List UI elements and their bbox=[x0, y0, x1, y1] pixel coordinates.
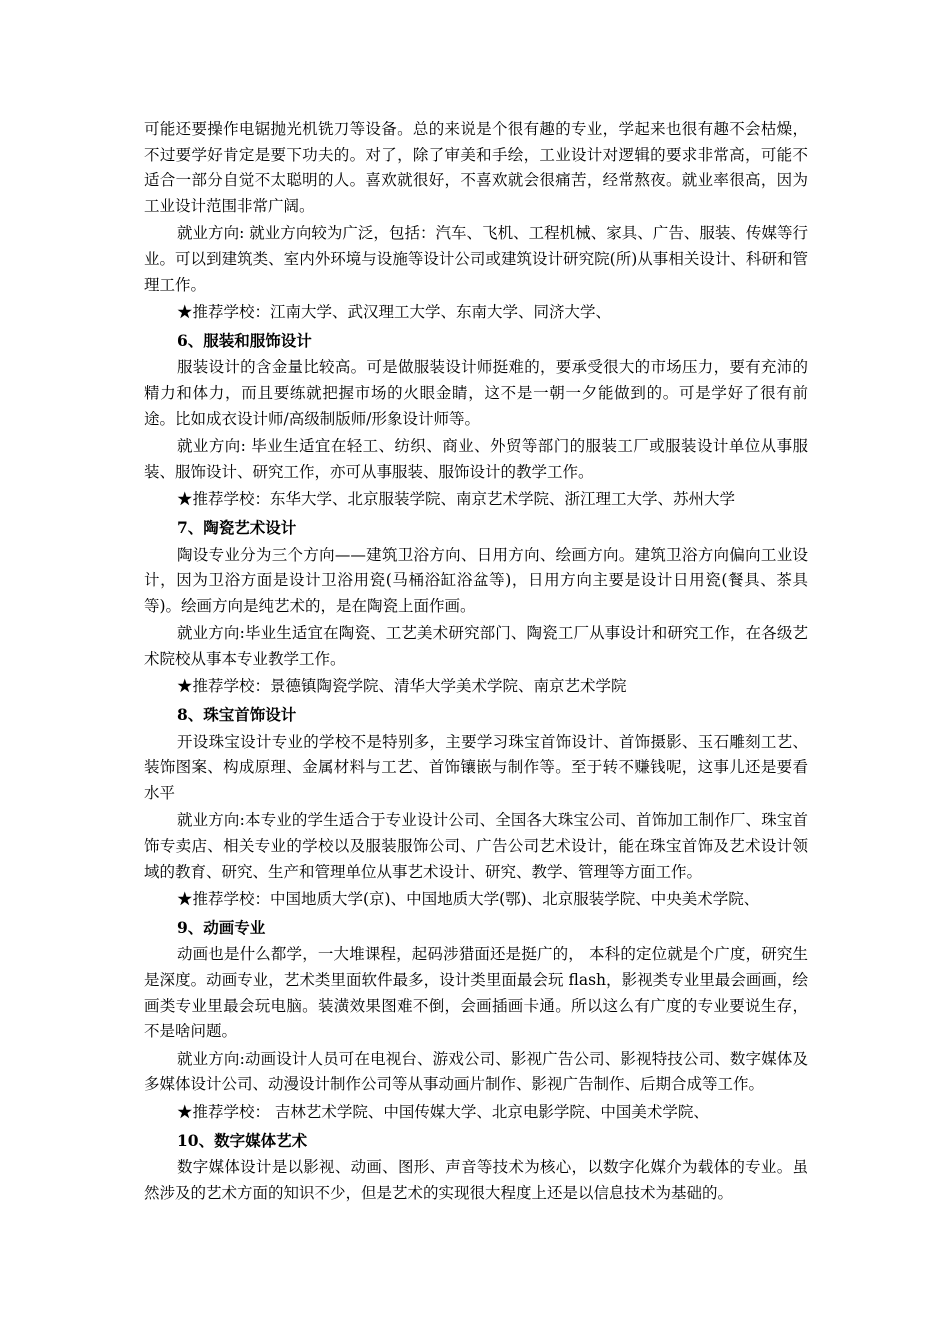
paragraph-ceramic-design-intro: 陶设专业分为三个方向——建筑卫浴方向、日用方向、绘画方向。建筑卫浴方向偏向工业设计，因为卫浴方面是设计卫浴用瓷(马桶浴缸浴盆等)，日用方向主要是设计日用瓷(餐具、茶具等)。绘画方向是纯艺术的，是在陶瓷上面作画。 bbox=[144, 545, 808, 615]
paragraph-industrial-design-intro: 可能还要操作电锯抛光机铣刀等设备。总的来说是个很有趣的专业，学起来也很有趣不会枯燥，不过要学好肯定是要下功夫的。对了，除了审美和手绘，工业设计对逻辑的要求非常高，可能不适合一部分自觉不太聪明的人。喜欢就很好，不喜欢就会很痛苦，经常熬夜。就业率很高，因为工业设计范围非常广阔。 bbox=[144, 120, 808, 215]
document-body bbox=[144, 117, 808, 1208]
paragraph-jewelry-design-intro: 开设珠宝设计专业的学校不是特别多，主要学习珠宝首饰设计、首饰摄影、玉石雕刻工艺、装饰图案、构成原理、金属材料与工艺、首饰镶嵌与制作等。至于转不赚钱呢，这事儿还是要看水平 bbox=[144, 732, 808, 802]
section-heading-digital-media-art: 10、数字媒体艺术 bbox=[177, 1130, 308, 1150]
section-heading-ceramic-design: 7、陶瓷艺术设计 bbox=[177, 517, 297, 537]
section-heading-animation: 9、动画专业 bbox=[177, 917, 266, 937]
paragraph-fashion-design-career: 就业方向: 毕业生适宜在轻工、纺织、商业、外贸等部门的服装工厂或服装设计单位从事服装、服饰设计、研究工作，亦可从事服装、服饰设计的教学工作。 bbox=[144, 437, 808, 481]
paragraph-industrial-design-career: 就业方向: 就业方向较为广泛，包括：汽车、飞机、工程机械、家具、广告、服装、传媒等行业。可以到建筑类、室内外环境与设施等设计公司或建筑设计研究院(所)从事相关设计、科研和管理工作。 bbox=[144, 224, 808, 294]
paragraph-animation-intro: 动画也是什么都学，一大堆课程，起码涉猎面还是挺广的， 本科的定位就是个广度，研究生是深度。动画专业，艺术类里面软件最多，设计类里面最会玩 flash，影视类专业里最会画画，绘画类专业里最会玩电脑。装潢效果图难不倒，会画插画卡通。所以这么有广度的专业要说生存，不是啥问题。 bbox=[144, 945, 808, 1041]
paragraph-jewelry-design-career: 就业方向:本专业的学生适合于专业设计公司、全国各大珠宝公司、首饰加工制作厂、珠宝首饰专卖店、相关专业的学校以及服装服饰公司、广告公司艺术设计，能在珠宝首饰及艺术设计领域的教育、研究、生产和管理单位从事艺术设计、研究、教学、管理等方面工作。 bbox=[144, 811, 808, 881]
section-heading-fashion-design: 6、服装和服饰设计 bbox=[177, 330, 312, 350]
recommended-schools-ceramic-design: ★推荐学校：景德镇陶瓷学院、清华大学美术学院、南京艺术学院 bbox=[177, 677, 627, 696]
recommended-schools-jewelry-design: ★推荐学校：中国地质大学(京)、中国地质大学(鄂)、北京服装学院、中央美术学院、 bbox=[177, 890, 760, 909]
paragraph-digital-media-art-intro: 数字媒体设计是以影视、动画、图形、声音等技术为核心，以数字化媒介为载体的专业。虽然涉及的艺术方面的知识不少，但是艺术的实现很大程度上还是以信息技术为基础的。 bbox=[144, 1158, 808, 1202]
paragraph-animation-career: 就业方向:动画设计人员可在电视台、游戏公司、影视广告公司、影视特技公司、数字媒体及多媒体设计公司、动漫设计制作公司等从事动画片制作、影视广告制作、后期合成等工作。 bbox=[144, 1049, 808, 1094]
paragraph-ceramic-design-career: 就业方向:毕业生适宜在陶瓷、工艺美术研究部门、陶瓷工厂从事设计和研究工作，在各级艺术院校从事本专业教学工作。 bbox=[144, 624, 808, 668]
paragraph-fashion-design-intro: 服装设计的含金量比较高。可是做服装设计师挺难的，要承受很大的市场压力，要有充沛的精力和体力，而且要练就把握市场的火眼金睛，这不是一朝一夕能做到的。可是学好了很有前途。比如成衣设计师/高级制版师/形象设计师等。 bbox=[144, 358, 808, 428]
section-heading-jewelry-design: 8、珠宝首饰设计 bbox=[177, 705, 297, 725]
recommended-schools-industrial-design: ★推荐学校：江南大学、武汉理工大学、东南大学、同济大学、 bbox=[177, 303, 612, 322]
recommended-schools-fashion-design: ★推荐学校：东华大学、北京服装学院、南京艺术学院、浙江理工大学、苏州大学 bbox=[177, 490, 736, 509]
recommended-schools-animation: ★推荐学校： 吉林艺术学院、中国传媒大学、北京电影学院、中国美术学院、 bbox=[177, 1102, 709, 1121]
